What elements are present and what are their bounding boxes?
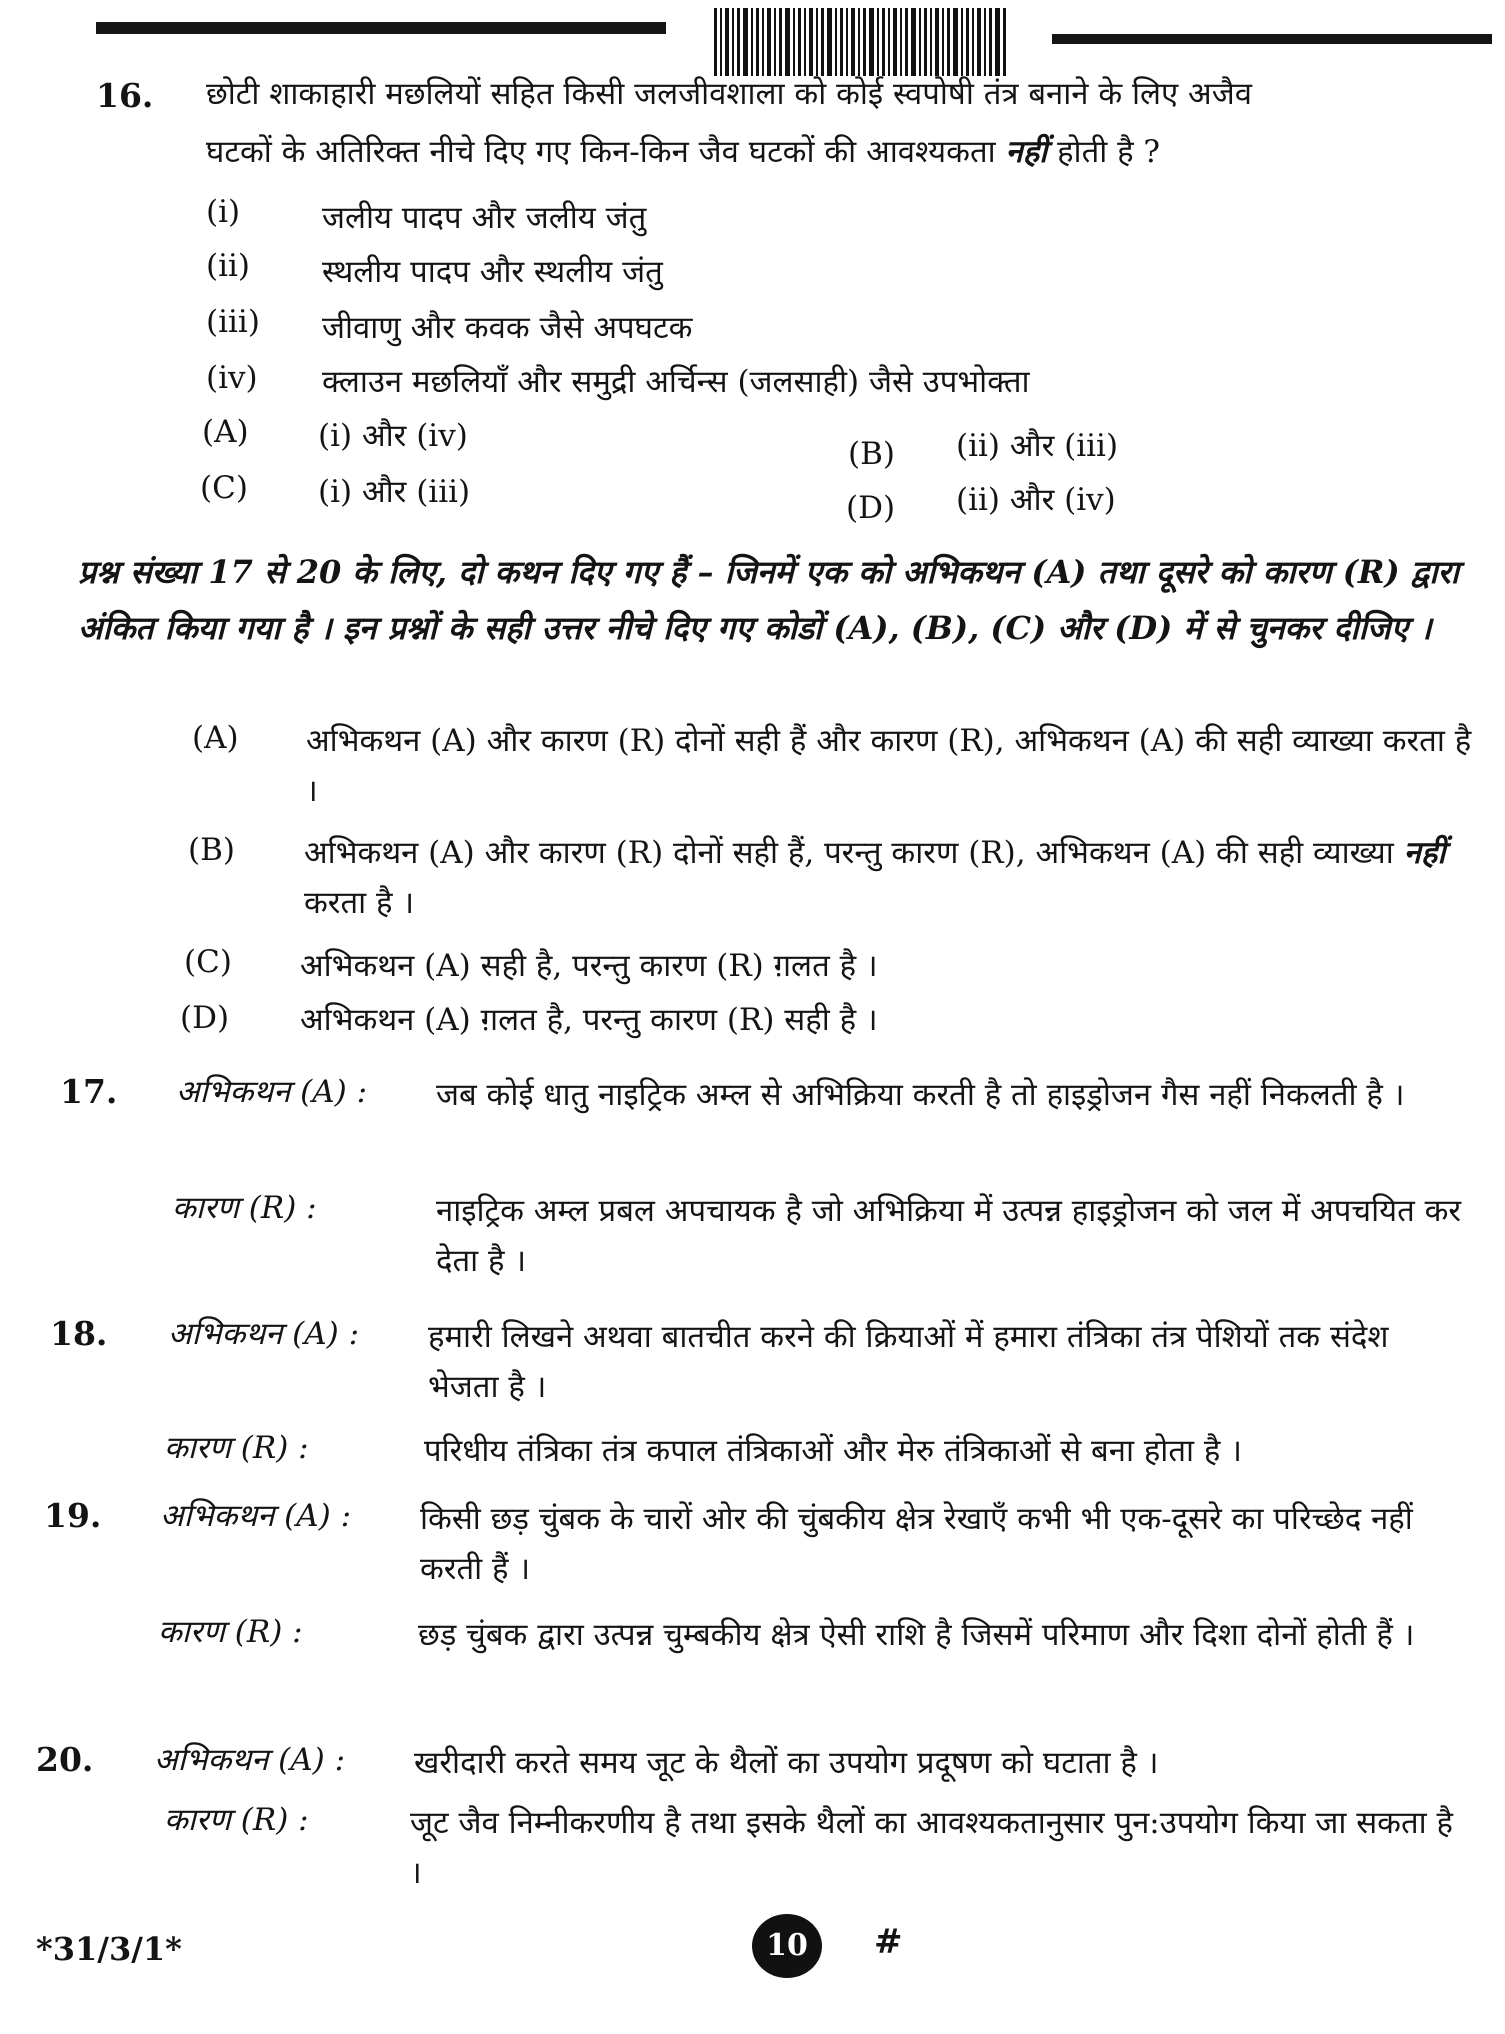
top-rule-right — [1052, 34, 1492, 44]
code-label: (C) — [184, 944, 232, 980]
top-rule-left — [96, 22, 666, 34]
q16-option-text: (i) और (iv) — [318, 418, 468, 454]
q16-option-label: (B) — [848, 436, 895, 472]
q16-option-text: (i) और (iii) — [318, 474, 471, 510]
q16-line2-c: होती है ? — [1047, 134, 1161, 170]
q17-assertion: जब कोई धातु नाइट्रिक अम्ल से अभिक्रिया करती है तो हाइड्रोजन गैस नहीं निकलती है । — [436, 1077, 1405, 1113]
q19-number: 19. — [44, 1496, 102, 1535]
q16-item-label: (iv) — [206, 360, 258, 396]
q19-reason: छड़ चुंबक द्वारा उत्पन्न चुम्बकीय क्षेत्र ऐसी राशि है जिसमें परिमाण और दिशा दोनों होती हैं । — [418, 1617, 1415, 1653]
q17-number: 17. — [60, 1072, 118, 1111]
footer-mark: # — [874, 1922, 903, 1962]
q18-assertion: हमारी लिखने अथवा बातचीत करने की क्रियाओं में हमारा तंत्रिका तंत्र पेशियों तक संदेश भेजता है । — [428, 1319, 1389, 1405]
page-number: 10 — [752, 1914, 822, 1978]
q16-item-label: (iii) — [206, 304, 260, 340]
assertion-label: अभिकथन (A) : — [160, 1498, 352, 1534]
code-label: (D) — [180, 1000, 230, 1036]
q16-item-text: जलीय पादप और जलीय जंतु — [322, 200, 647, 236]
q16-option-text: (ii) और (iii) — [956, 428, 1119, 464]
code-text: अभिकथन (A) और कारण (R) दोनों सही हैं और कारण (R), अभिकथन (A) की सही व्याख्या करता है । — [306, 723, 1472, 809]
q16-number: 16. — [96, 76, 154, 115]
q16-line2 — [206, 130, 1160, 174]
reason-label: कारण (R) : — [172, 1190, 317, 1226]
q20-assertion: खरीदारी करते समय जूट के थैलों का उपयोग प्रदूषण को घटाता है । — [414, 1745, 1159, 1781]
q20-number: 20. — [36, 1740, 94, 1779]
reason-label: कारण (R) : — [158, 1614, 303, 1650]
q16-line2-emphasis: नहीं — [1005, 134, 1048, 170]
code-text: अभिकथन (A) सही है, परन्तु कारण (R) ग़लत है । — [300, 948, 878, 984]
q20-reason: जूट जैव निम्नीकरणीय है तथा इसके थैलों का आवश्यकतानुसार पुन:उपयोग किया जा सकता है । — [410, 1805, 1453, 1891]
q16-option-label: (A) — [202, 414, 249, 450]
code-b-text-a: अभिकथन (A) और कारण (R) दोनों सही हैं, परन्तु कारण (R), अभिकथन (A) की सही व्याख्या — [304, 835, 1404, 871]
code-label: (B) — [188, 832, 235, 868]
q16-line2-a: घटकों के अतिरिक्त नीचे दिए गए किन-किन जैव घटकों की आवश्यकता — [206, 134, 1006, 170]
reason-label: कारण (R) : — [164, 1802, 309, 1838]
code-b-emphasis: नहीं — [1403, 835, 1446, 871]
barcode — [714, 8, 1006, 76]
code-b-text-c: करता है । — [304, 885, 415, 921]
code-label: (A) — [192, 720, 239, 756]
assertion-label: अभिकथन (A) : — [176, 1074, 368, 1110]
q16-item-label: (i) — [206, 194, 241, 230]
q16-option-label: (C) — [200, 470, 248, 506]
reason-label: कारण (R) : — [164, 1430, 309, 1466]
instructions: प्रश्न संख्या 17 से 20 के लिए, दो कथन दिए गए हैं – जिनमें एक को अभिकथन (A) तथा दूसरे को कारण (R) द्वारा अंकित किया गया है । इन प्रश्नों के सही उत्तर नीचे दिए गए कोडों (A), (B), (C) और (D) में से चुनकर दीजिए । — [78, 553, 1459, 647]
q16-item-text: क्लाउन मछलियाँ और समुद्री अर्चिन्स (जलसाही) जैसे उपभोक्ता — [322, 364, 1030, 400]
code-text — [304, 828, 1474, 928]
q16-line1: छोटी शाकाहारी मछलियों सहित किसी जलजीवशाला को कोई स्वपोषी तंत्र बनाने के लिए अजैव — [206, 76, 1252, 112]
assertion-label: अभिकथन (A) : — [154, 1742, 346, 1778]
q18-number: 18. — [50, 1314, 108, 1353]
q17-reason: नाइट्रिक अम्ल प्रबल अपचायक है जो अभिक्रिया में उत्पन्न हाइड्रोजन को जल में अपचयित कर देता है । — [436, 1193, 1462, 1279]
q16-option-label: (D) — [846, 490, 896, 526]
q18-reason: परिधीय तंत्रिका तंत्र कपाल तंत्रिकाओं और मेरु तंत्रिकाओं से बना होता है । — [424, 1433, 1242, 1469]
q16-item-text: जीवाणु और कवक जैसे अपघटक — [322, 310, 693, 346]
assertion-label: अभिकथन (A) : — [168, 1316, 360, 1352]
q16-item-text: स्थलीय पादप और स्थलीय जंतु — [322, 254, 663, 290]
code-text: अभिकथन (A) ग़लत है, परन्तु कारण (R) सही है । — [300, 1002, 878, 1038]
q16-option-text: (ii) और (iv) — [956, 482, 1116, 518]
q19-assertion: किसी छड़ चुंबक के चारों ओर की चुंबकीय क्षेत्र रेखाएँ कभी भी एक-दूसरे का परिच्छेद नहीं करती हैं । — [420, 1501, 1413, 1587]
paper-code: *31/3/1* — [36, 1930, 182, 1968]
q16-item-label: (ii) — [206, 248, 251, 284]
